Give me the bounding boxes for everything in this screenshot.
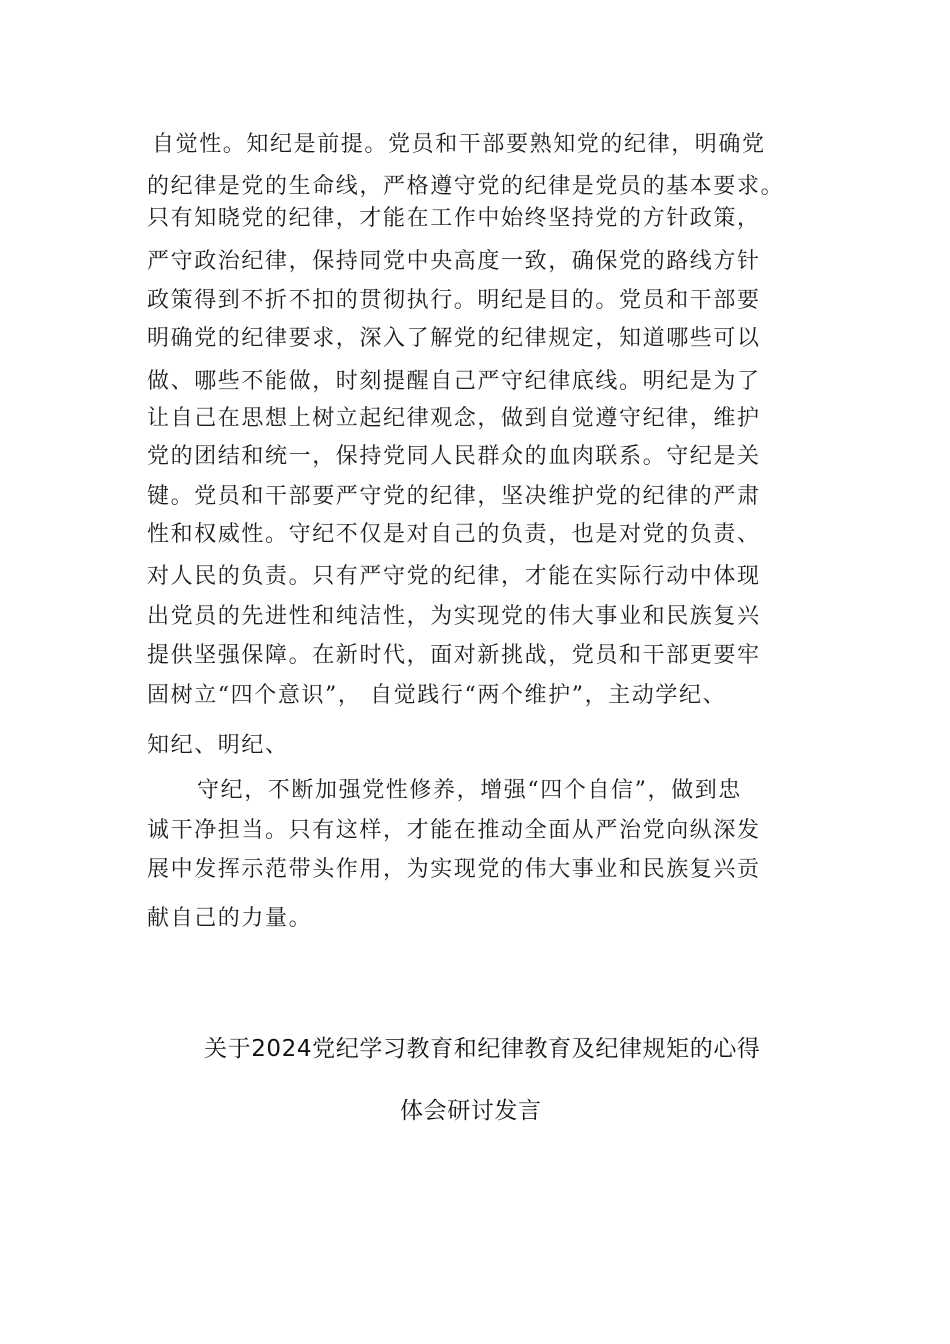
heading-line-1: 关于2024党纪学习教育和纪律教育及纪律规矩的心得 <box>204 1036 761 1062</box>
text-line: 献自己的力量。 <box>147 906 313 931</box>
heading-line-2: 体会研讨发言 <box>400 1098 542 1124</box>
text-line: 只有知晓党的纪律，才能在工作中始终坚持党的方针政策， <box>147 206 761 231</box>
text-line: 自觉性。知纪是前提。党员和干部要熟知党的纪律，明确党 <box>152 132 766 157</box>
text-line: 固树立“四个意识”， 自觉践行“两个维护”，主动学纪、 <box>147 683 727 708</box>
text-line: 提供坚强保障。在新时代，面对新挑战，党员和干部更要牢 <box>147 643 761 668</box>
text-line: 严守政治纪律，保持同党中央高度一致，确保党的路线方针 <box>147 249 761 274</box>
text-line: 性和权威性。守纪不仅是对自己的负责，也是对党的负责、 <box>147 522 761 547</box>
text-line: 的纪律是党的生命线，严格遵守党的纪律是党员的基本要求。 <box>147 174 785 199</box>
text-line: 党的团结和统一，保持党同人民群众的血肉联系。守纪是关 <box>147 444 761 469</box>
text-line: 出党员的先进性和纯洁性，为实现党的伟大事业和民族复兴 <box>147 604 761 629</box>
text-line: 政策得到不折不扣的贯彻执行。明纪是目的。党员和干部要 <box>147 288 761 313</box>
text-line: 守纪，不断加强党性修养，增强“四个自信”，做到忠 <box>197 778 742 803</box>
text-line: 键。党员和干部要严守党的纪律，坚决维护党的纪律的严肃 <box>147 484 761 509</box>
text-line: 做、哪些不能做，时刻提醒自己严守纪律底线。明纪是为了 <box>147 369 761 394</box>
text-line: 知纪、明纪、 <box>147 733 289 758</box>
text-line: 让自己在思想上树立起纪律观念，做到自觉遵守纪律，维护 <box>147 406 761 431</box>
text-line: 对人民的负责。只有严守党的纪律，才能在实际行动中体现 <box>147 564 761 589</box>
text-line: 展中发挥示范带头作用，为实现党的伟大事业和民族复兴贡 <box>147 857 761 882</box>
text-line: 明确党的纪律要求，深入了解党的纪律规定，知道哪些可以 <box>147 326 761 351</box>
text-line: 诚干净担当。只有这样，才能在推动全面从严治党向纵深发 <box>147 818 761 843</box>
